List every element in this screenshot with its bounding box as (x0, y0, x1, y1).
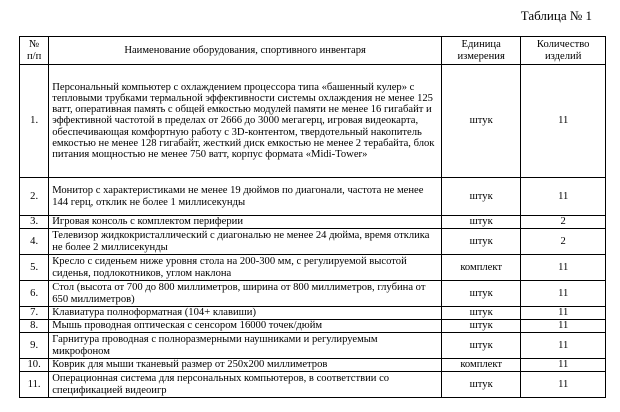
row-unit: штук (441, 178, 520, 216)
row-name: Гарнитура проводная с полноразмерными наушниками и регулируемым микрофоном (49, 333, 442, 359)
row-qty: 11 (521, 320, 606, 333)
row-unit: штук (441, 333, 520, 359)
row-num: 4. (20, 229, 49, 255)
row-name: Игровая консоль с комплектом периферии (49, 216, 442, 229)
row-num: 7. (20, 307, 49, 320)
row-name: Телевизор жидкокристаллический с диагональю не менее 24 дюйма, время отклика не более 2 миллисекунды (49, 229, 442, 255)
header-name: Наименование оборудования, спортивного инвентаря (49, 37, 442, 65)
row-name: Коврик для мыши тканевый размер от 250x200 миллиметров (49, 359, 442, 372)
header-num: № п/п (20, 37, 49, 65)
row-num: 9. (20, 333, 49, 359)
header-unit: Единица измерения (441, 37, 520, 65)
row-num: 8. (20, 320, 49, 333)
equipment-table (19, 36, 606, 398)
row-num: 2. (20, 178, 49, 216)
row-unit: штук (441, 229, 520, 255)
table-header-row (20, 37, 606, 65)
row-unit: штук (441, 281, 520, 307)
table-row (20, 229, 606, 255)
table-row (20, 307, 606, 320)
row-num: 3. (20, 216, 49, 229)
row-qty: 11 (521, 333, 606, 359)
row-name: Стол (высота от 700 до 800 миллиметров, ширина от 800 миллиметров, глубина от 650 миллиметров) (49, 281, 442, 307)
row-unit: штук (441, 65, 520, 178)
row-qty: 11 (521, 65, 606, 178)
row-qty: 11 (521, 281, 606, 307)
table-row (20, 65, 606, 178)
row-qty: 11 (521, 178, 606, 216)
table-row (20, 372, 606, 398)
row-name: Монитор с характеристиками не менее 19 дюймов по диагонали, частота не менее 144 герц, отклик не более 1 миллисекунды (49, 178, 442, 216)
row-qty: 11 (521, 372, 606, 398)
row-name: Операционная система для персональных компьютеров, в соответствии со спецификацией видеоигр (49, 372, 442, 398)
row-unit: штук (441, 216, 520, 229)
row-name: Кресло с сиденьем ниже уровня стола на 200-300 мм, с регулируемой высотой сиденья, подлокотников, углом наклона (49, 255, 442, 281)
table-row (20, 281, 606, 307)
row-num: 5. (20, 255, 49, 281)
table-row (20, 333, 606, 359)
table-row (20, 178, 606, 216)
row-unit: штук (441, 307, 520, 320)
header-qty: Количество изделий (521, 37, 606, 65)
row-qty: 11 (521, 359, 606, 372)
row-qty: 11 (521, 255, 606, 281)
table-row (20, 320, 606, 333)
row-name: Персональный компьютер с охлаждением процессора типа «башенный кулер» с тепловыми трубками термальной эффективности системы охлаждения не менее 125 ватт, оперативная память с общей емкостью модулей памяти не менее 16 гигабайт и эффективной частотой в пределах от 2666 до 3000 мегагерц, игровая видеокарта, обеспечивающая комфортную работу с 3D-контентом, твердотельный накопитель емкостью не менее 128 гигабайт, жесткий диск емкостью не менее 2 терабайта, блок питания мощностью не менее 750 ватт, корпус формата «Midi-Tower» (49, 65, 442, 178)
row-qty: 2 (521, 229, 606, 255)
row-num: 11. (20, 372, 49, 398)
table-caption: Таблица № 1 (520, 8, 592, 23)
row-num: 10. (20, 359, 49, 372)
table-row (20, 216, 606, 229)
row-name: Клавиатура полноформатная (104+ клавиши) (49, 307, 442, 320)
row-num: 6. (20, 281, 49, 307)
row-unit: штук (441, 320, 520, 333)
row-name: Мышь проводная оптическая с сенсором 16000 точек/дюйм (49, 320, 442, 333)
row-qty: 2 (521, 216, 606, 229)
table-row (20, 255, 606, 281)
row-qty: 11 (521, 307, 606, 320)
row-unit: штук (441, 372, 520, 398)
row-unit: комплект (441, 255, 520, 281)
row-num: 1. (20, 65, 49, 178)
row-unit: комплект (441, 359, 520, 372)
table-row (20, 359, 606, 372)
